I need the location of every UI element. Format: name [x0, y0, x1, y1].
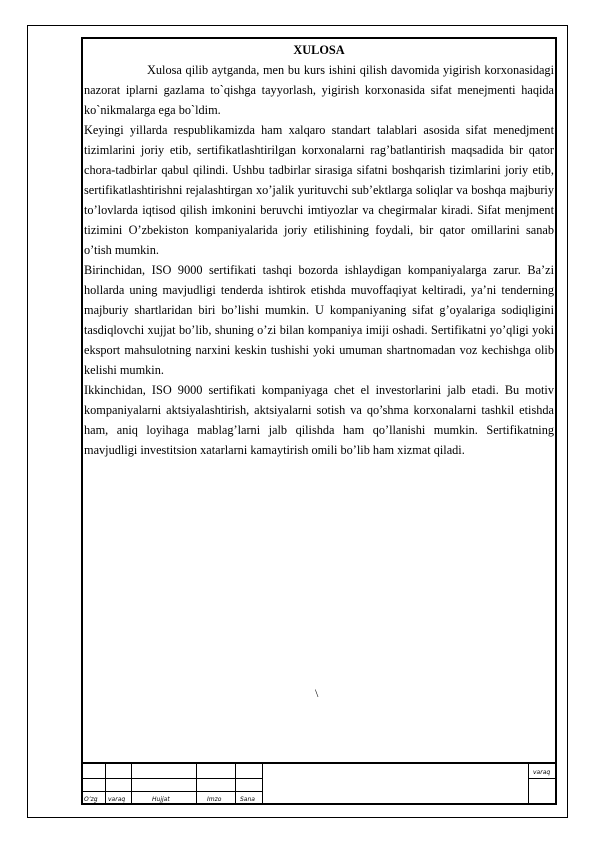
stamp-sheet-label: varaq	[533, 769, 551, 776]
stamp-row-line	[81, 778, 262, 779]
stray-mark: \	[315, 686, 319, 700]
stamp-caption-varaq: varaq	[108, 796, 126, 803]
paragraph-standards: Keyingi yillarda respublikamizda ham xalqaro standart talablari asosida sifat menedjment tizimlarini joriy etib, sertifikatlashtirilgan korxonalarni rag’batlantirish maqsadida bir qator chora-tadbirlar qabul qilindi. Ushbu tadbirlar sirasiga sifatni boshqarish tizimlarini joriy etib, sertifikatlashtirishni rejalashtirgan xo’jalik yurituvchi sub’ektlarga soliqlar va boshqa majburiy to’lovlarda iqtisod qilish imkonini beruvchi imtiyozlar va chegirmalar kiradi. Sifat menjment tizimini O’zbekiston kompaniyalarida joriy etilishining foydali, bir qator omillarini sanab o’tish mumkin.	[84, 123, 554, 257]
stamp-divider	[196, 764, 197, 805]
stamp-divider	[131, 764, 132, 805]
stamp-caption-sana: Sana	[240, 796, 255, 803]
stamp-caption-hujjat: Hujjat	[152, 796, 170, 803]
stamp-divider	[262, 764, 263, 805]
stamp-row-line	[528, 778, 557, 779]
stamp-divider	[528, 764, 529, 805]
stamp-row-line	[81, 791, 262, 792]
document-title: XULOSA	[293, 43, 345, 57]
stamp-caption-ozg: O’zg	[84, 796, 98, 803]
document-body	[84, 40, 554, 460]
stamp-divider	[105, 764, 106, 805]
stamp-divider	[235, 764, 236, 805]
stamp-caption-imzo: Imzo	[207, 796, 222, 803]
paragraph-second-reason: Ikkinchidan, ISO 9000 sertifikati kompaniyaga chet el investorlarini jalb etadi. Bu motiv kompaniyalarni aktsiyalashtirish, aktsiyalarni sotish va qo’shma korxonalarni tashkil etishda ham, aniq loyihaga mablag’larni jalb qilishda ham qo’llanishi mumkin. Sertifikatning mavjudligi investitsion xatarlarni kamaytirish omili bo’lib ham xizmat qiladi.	[84, 383, 554, 457]
paragraph-conclusion: Xulosa qilib aytganda, men bu kurs ishini qilish davomida yigirish korxonasidagi nazorat iplarni gazlama to`qishga tayyorlash, yigirish korxonasida sifat menejmenti haqida ko`nikmalarga ega bo`ldim.	[84, 63, 554, 117]
title-block-stamp	[81, 762, 557, 805]
paragraph-first-reason: Birinchidan, ISO 9000 sertifikati tashqi bozorda ishlaydigan kompaniyalarga zarur. Ba’zi hollarda uning mavjudligi tenderda ishtirok etishda muvoffaqiyat keltiradi, ya’ni tenderning majburiy shartlaridan biri bo’lishi mumkin. U kompaniyaning sifat g’oyalariga sodiqligini tasdiqlovchi xujjat bo’lib, shuning o’zi bilan kompaniya imiji oshadi. Sertifikatni yo’qligi yoki eksport mahsulotning narxini keskin tushishi yoki umuman shartnomadan voz kechishga olib kelishi mumkin.	[84, 263, 554, 377]
